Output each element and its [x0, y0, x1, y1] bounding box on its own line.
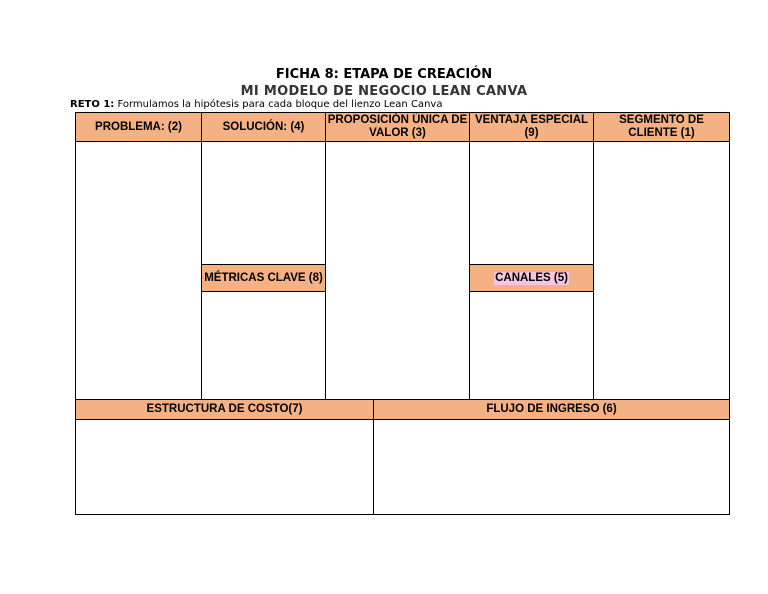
header-ventaja-especial-label: VENTAJA ESPECIAL (9) — [474, 114, 589, 139]
reto-text: Formulamos la hipótesis para cada bloque del lienzo Lean Canva — [114, 99, 443, 110]
header-flujo-ingreso-label: FLUJO DE INGRESO (6) — [486, 403, 617, 415]
grid-line — [373, 400, 374, 514]
grid-line — [76, 419, 729, 420]
header-solucion — [202, 113, 325, 141]
header-metricas-clave — [202, 265, 325, 291]
header-ventaja-especial — [470, 113, 593, 141]
header-canales — [470, 265, 593, 291]
document-subtitle: MI MODELO DE NEGOCIO LEAN CANVA — [240, 84, 528, 99]
header-segmento-cliente — [594, 113, 729, 141]
document-title: FICHA 8: ETAPA DE CREACIÓN — [275, 67, 493, 82]
grid-line — [201, 113, 202, 400]
header-segmento-cliente-label: SEGMENTO DE CLIENTE (1) — [619, 114, 704, 139]
reto-instruction — [70, 99, 442, 110]
header-propuesta-valor-label: PROPOSICIÓN ÚNICA DE VALOR (3) — [327, 114, 468, 139]
grid-line — [202, 264, 325, 265]
header-estructura-costo — [76, 400, 373, 419]
grid-line — [593, 113, 594, 400]
lean-canvas-table — [75, 112, 730, 515]
header-flujo-ingreso — [374, 400, 729, 419]
grid-line — [325, 113, 326, 400]
header-estructura-costo-label: ESTRUCTURA DE COSTO(7) — [146, 403, 303, 415]
header-propuesta-valor — [326, 113, 469, 141]
header-canales-label: CANALES (5) — [495, 271, 568, 284]
grid-line — [202, 291, 325, 292]
grid-line — [469, 113, 470, 400]
grid-line — [470, 291, 593, 292]
grid-line — [470, 264, 593, 265]
header-solucion-label: SOLUCIÓN: (4) — [222, 120, 305, 133]
grid-line — [76, 141, 729, 142]
header-problema — [76, 113, 201, 141]
header-problema-label: PROBLEMA: (2) — [95, 120, 182, 133]
reto-label: RETO 1: — [70, 99, 115, 110]
grid-line — [76, 399, 729, 400]
header-metricas-clave-label: MÉTRICAS CLAVE (8) — [204, 271, 323, 284]
